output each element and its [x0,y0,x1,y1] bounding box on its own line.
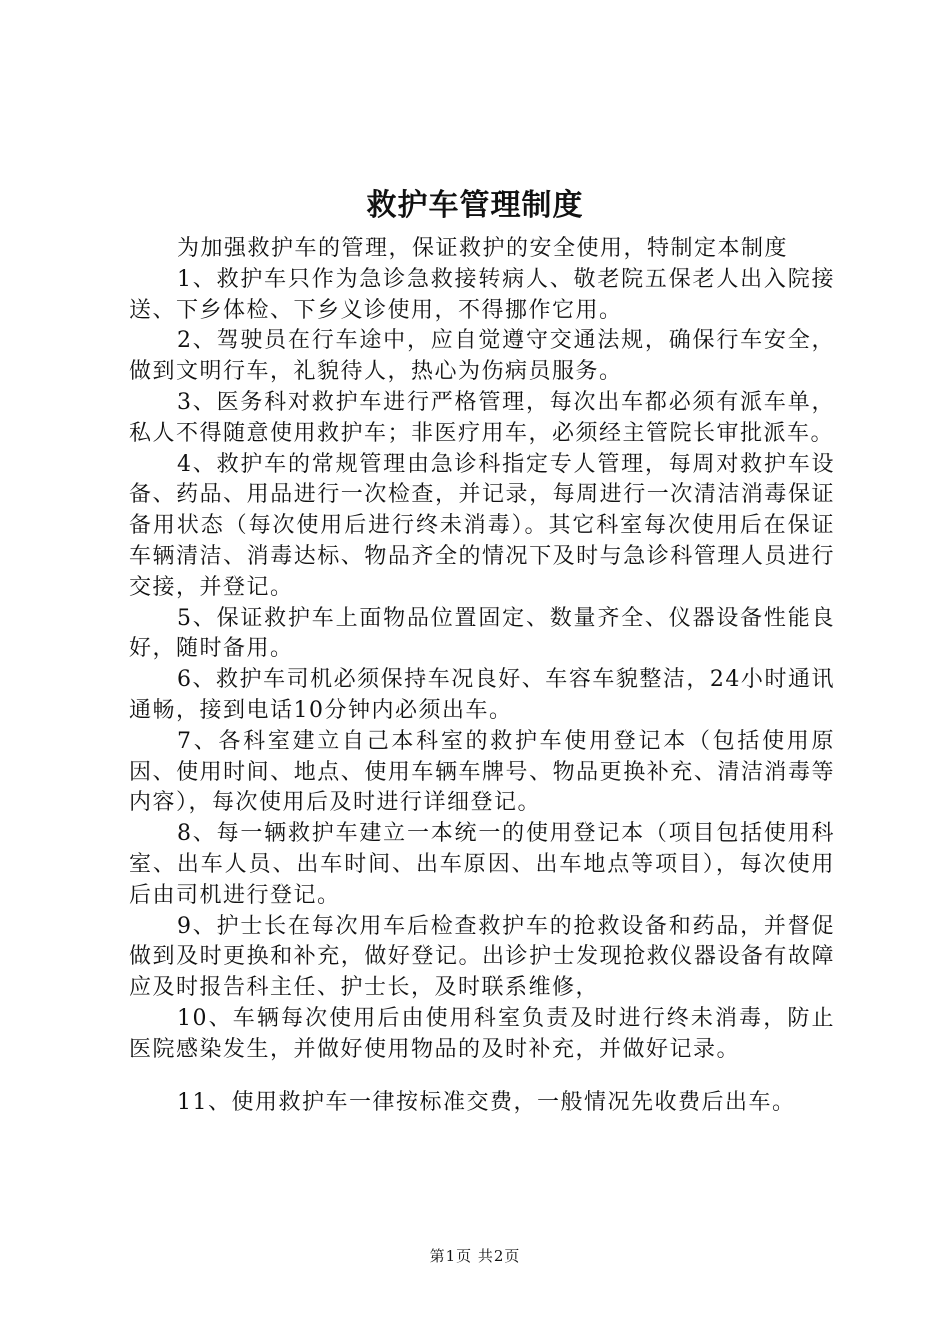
rule-11-paragraph: 11、使用救护车一律按标准交费，一般情况先收费后出车。 [177,1089,796,1115]
rule-8-paragraph: 8、每一辆救护车建立一本统一的使用登记本（项目包括使用科室、出车人员、出车时间、出车原因、出车地点等项目），每次使用后由司机进行登记。 [129,821,835,908]
document-body [129,234,835,1118]
rule-10-paragraph: 10、车辆每次使用后由使用科室负责及时进行终未消毒，防止医院感染发生，并做好使用物品的及时补充，并做好记录。 [129,1005,835,1062]
page-title: 救护车管理制度 [366,188,584,223]
rule-9-paragraph: 9、护士长在每次用车后检查救护车的抢救设备和药品，并督促做到及时更换和补充，做好登记。出诊护士发现抢救仪器设备有故障应及时报告科主任、护士长，及时联系维修， [129,913,835,1001]
page-footer: 第1页 共2页 [429,1247,521,1265]
intro-paragraph: 为加强救护车的管理，保证救护的安全使用，特制定本制度 [177,236,789,261]
rule-3-paragraph: 3、医务科对救护车进行严格管理，每次出车都必须有派车单，私人不得随意使用救护车；非医疗用车，必须经主管院长审批派车。 [129,389,835,446]
rule-5-paragraph: 5、保证救护车上面物品位置固定、数量齐全、仪器设备性能良好，随时备用。 [129,605,835,662]
rule-7-paragraph: 7、各科室建立自己本科室的救护车使用登记本（包括使用原因、使用时间、地点、使用车辆车牌号、物品更换补充、清洁消毒等内容），每次使用后及时进行详细登记。 [129,728,835,816]
rule-6-paragraph: 6、救护车司机必须保持车况良好、车容车貌整洁，24小时通讯通畅，接到电话10分钟内必须出车。 [129,667,835,723]
rule-2-paragraph: 2、驾驶员在行车途中，应自觉遵守交通法规，确保行车安全，做到文明行车，礼貌待人，热心为伤病员服务。 [129,328,835,385]
rule-4-paragraph: 4、救护车的常规管理由急诊科指定专人管理，每周对救护车设备、药品、用品进行一次检查，并记录，每周进行一次清洁消毒保证备用状态（每次使用后进行终未消毒）。其它科室每次使用后在保证车辆清洁、消毒达标、物品齐全的情况下及时与急诊科管理人员进行交接，并登记。 [129,451,835,600]
rule-1-paragraph: 1、救护车只作为急诊急救接转病人、敬老院五保老人出入院接送、下乡体检、下乡义诊使用，不得挪作它用。 [129,266,835,323]
